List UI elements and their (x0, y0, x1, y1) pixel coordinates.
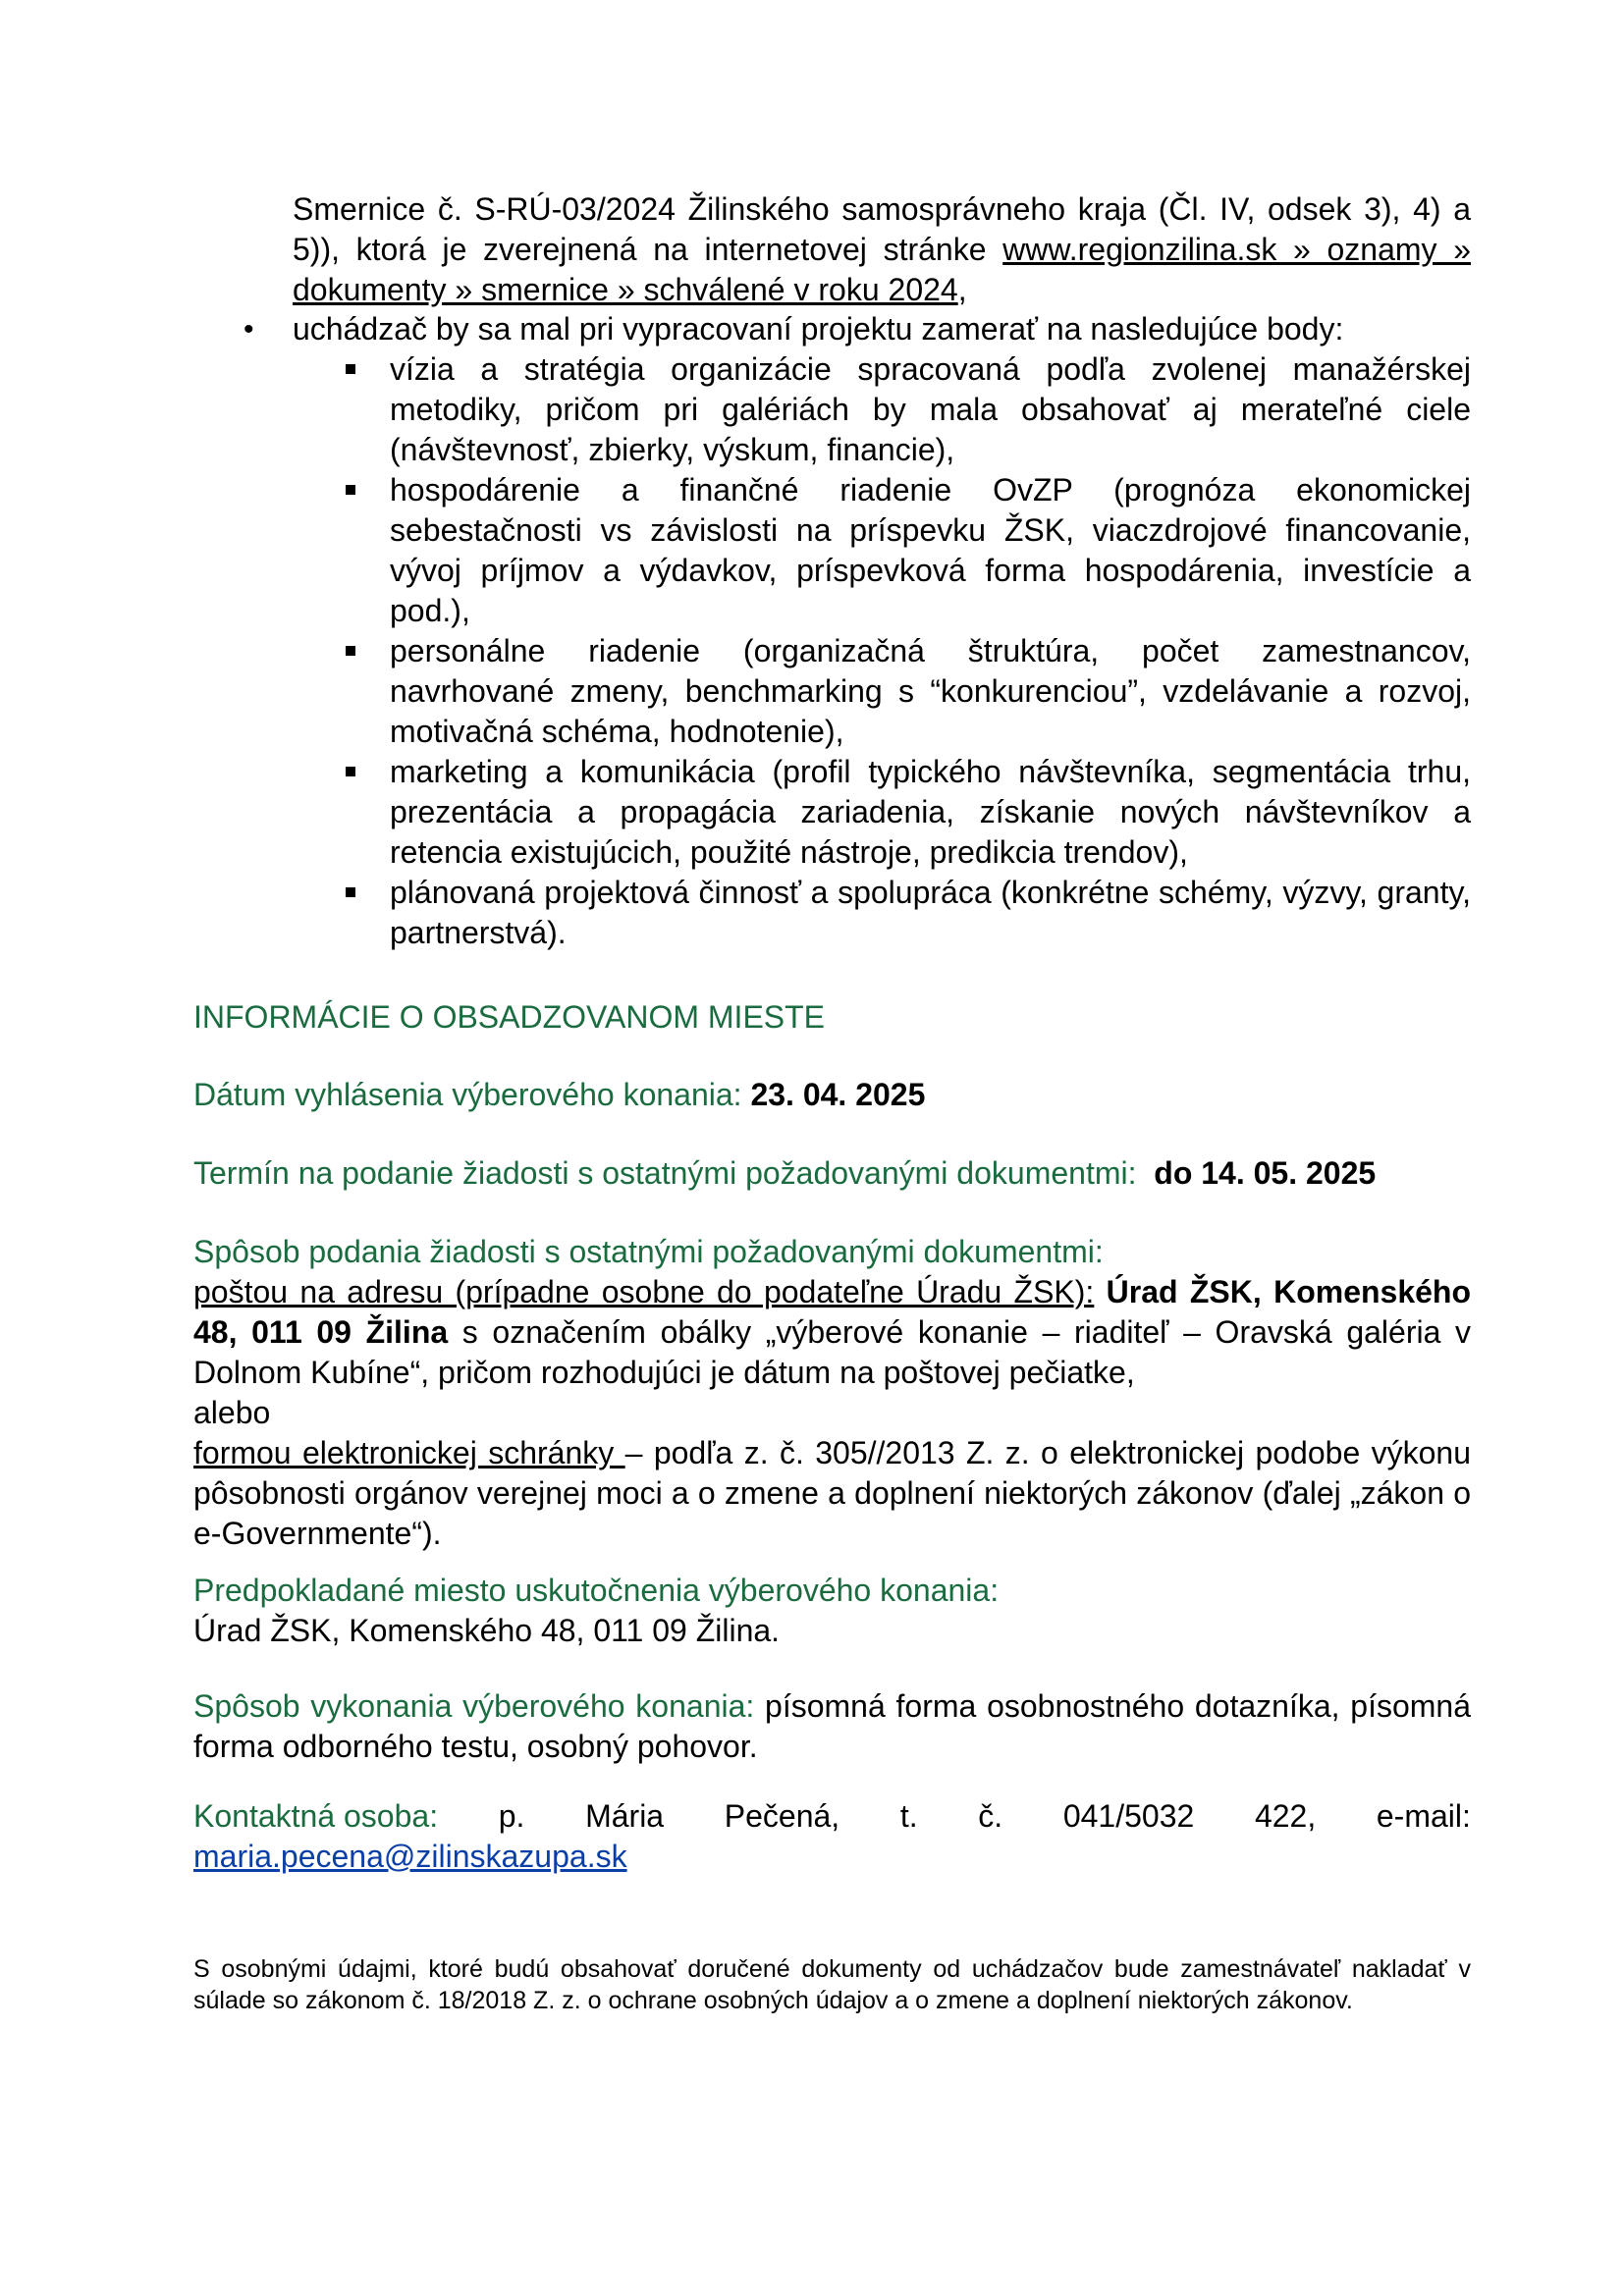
or-text: alebo (193, 1395, 271, 1430)
square-bullet-icon (346, 485, 355, 495)
contact-word: Pečená, (724, 1798, 840, 1834)
sub-list-item-text: plánovaná projektová činnosť a spolupráca (konkrétne schémy, výzvy, granty, partnerstvá). (390, 875, 1471, 950)
electronic-label: formou elektronickej schránky (193, 1435, 625, 1470)
contact-word: p. (498, 1798, 525, 1834)
selection-method (193, 1686, 1471, 1767)
privacy-note: S osobnými údajmi, ktoré budú obsahovať doručené dokumenty od uchádzačov bude zamestnávateľ nakladať v súlade so zákonom č. 18/2018 Z. z. o ochrane osobných údajov a o zmene a doplnení niektorých zákonov. (193, 1955, 1471, 2014)
intro-text: Smernice č. S-RÚ-03/2024 Žilinského samosprávneho kraja (Čl. IV, odsek 3), 4) a 5)), ktorá je zverejnená na internetovej stránke (293, 191, 1471, 267)
contact-word: t. (899, 1798, 918, 1834)
bullet-text: uchádzač by sa mal pri vypracovaní projektu zamerať na nasledujúce body: (293, 311, 1344, 347)
sub-list-item (390, 349, 1471, 470)
sub-list (390, 349, 1471, 953)
submission-post (193, 1274, 1471, 1390)
contact-word: 041/5032 (1062, 1798, 1195, 1834)
section-heading: INFORMÁCIE O OBSADZOVANOM MIESTE (193, 999, 826, 1035)
regionzilina-link[interactable]: www.regionzilina.sk » oznamy » dokumenty » smernice » schválené v roku 2024 (293, 232, 1472, 307)
post-label: poštou na adresu (prípadne osobne do podateľne Úradu ŽSK): (193, 1274, 1095, 1309)
sub-list-item (390, 752, 1471, 873)
electronic-text: – podľa z. č. 305//2013 Z. z. o elektronickej podobe výkonu pôsobnosti orgánov verejnej moci a o zmene a doplnení niektorých zákonov (ďalej „zákon o e-Governmente“). (193, 1435, 1472, 1551)
announcement-label: Dátum vyhlásenia výberového konania: (193, 1077, 742, 1112)
post-text: s označením obálky „výberové konanie – riaditeľ – Oravská galéria v Dolnom Kubíne“, pričom rozhodujúci je dátum na poštovej pečiatke, (193, 1314, 1472, 1390)
sub-list-item-text: vízia a stratégia organizácie spracovaná podľa zvolenej manažérskej metodiky, pričom pri galériách by mala obsahovať aj merateľné ciele (návštevnosť, zbierky, výskum, financie), (390, 351, 1471, 467)
square-bullet-icon (346, 646, 355, 656)
sub-list-item-text: hospodárenie a finančné riadenie OvZP (prognóza ekonomickej sebestačnosti vs závislosti na príspevku ŽSK, viaczdrojové financovanie, vývoj príjmov a výdavkov, príspevková forma hospodárenia, investície a pod.), (390, 472, 1471, 628)
square-bullet-icon (346, 887, 355, 897)
sub-list-item-text: personálne riadenie (organizačná štruktúra, počet zamestnancov, navrhované zmeny, benchmarking s “konkurenciou”, vzdelávanie a rozvoj, motivačná schéma, hodnotenie), (390, 633, 1471, 749)
sub-list-item (390, 631, 1471, 752)
method-label: Spôsob vykonania výberového konania: (193, 1688, 755, 1724)
intro-trailing: , (957, 272, 967, 307)
contact-word: 422, (1254, 1798, 1317, 1834)
submission-deadline (193, 1153, 1471, 1194)
bullet-item (244, 309, 1471, 349)
method-value: písomná forma osobnostného dotazníka, písomná forma odborného testu, osobný pohovor. (193, 1688, 1472, 1764)
submission-method (193, 1232, 1471, 1554)
announcement-value: 23. 04. 2025 (750, 1077, 926, 1112)
place-label: Predpokladané miesto uskutočnenia výberového konania: (193, 1573, 1000, 1608)
square-bullet-icon (346, 767, 355, 776)
submission-electronic (193, 1435, 1471, 1551)
intro-paragraph (293, 189, 1471, 310)
deadline-label: Termín na podanie žiadosti s ostatnými požadovanými dokumentmi: (193, 1155, 1137, 1191)
contact-word: e-mail: (1376, 1798, 1471, 1834)
deadline-value: do 14. 05. 2025 (1154, 1155, 1377, 1191)
sub-list-item (390, 873, 1471, 953)
post-address: Úrad ŽSK, Komenského 48, 011 09 Žilina (193, 1274, 1472, 1350)
contact-row (193, 1796, 1471, 1837)
sub-list-item-text: marketing a komunikácia (profil typického návštevníka, segmentácia trhu, prezentácia a propagácia zariadenia, získanie nových návštevníkov a retencia existujúcich, použité nástroje, predikcia trendov), (390, 754, 1471, 870)
contact-email-link[interactable]: maria.pecena@zilinskazupa.sk (193, 1839, 627, 1874)
contact-person (193, 1796, 1471, 1877)
submission-label: Spôsob podania žiadosti s ostatnými požadovanými dokumentmi: (193, 1234, 1104, 1269)
announcement-date (193, 1075, 1471, 1115)
selection-place (193, 1571, 1471, 1651)
sub-list-item (390, 470, 1471, 631)
contact-word: č. (978, 1798, 1003, 1834)
place-value: Úrad ŽSK, Komenského 48, 011 09 Žilina. (193, 1613, 781, 1648)
square-bullet-icon (346, 364, 355, 374)
contact-word: Mária (585, 1798, 665, 1834)
bullet-icon: • (244, 313, 254, 346)
contact-label: Kontaktná osoba: (193, 1798, 439, 1834)
